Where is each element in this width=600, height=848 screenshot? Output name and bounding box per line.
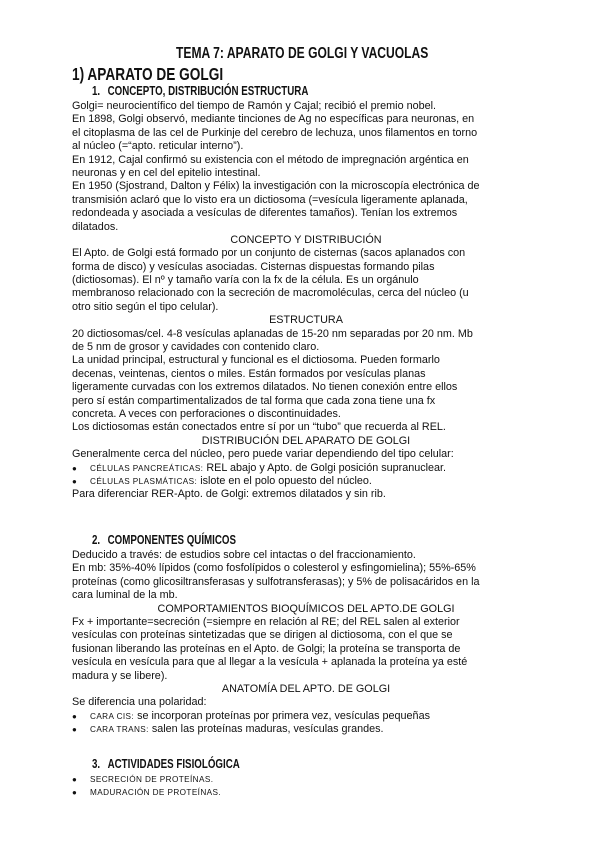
centered-heading-comportamientos: COMPORTAMIENTOS BIOQUÍMICOS DEL APTO.DE GOLGI: [157, 602, 455, 615]
text-line: La unidad principal, estructural y funcional es el dictiosoma. Pueden formarlo: [72, 354, 440, 367]
text-line: En 1898, Golgi observó, mediante tinciones de Ag no específicas para neuronas, en: [72, 113, 475, 126]
text-line: decenas, veintenas, cientos o miles. Están formados por vesículas planas: [72, 367, 426, 380]
text-line: vesícula en vesícula para que al llegar a la vesícula + aplanada la proteína ya esté: [72, 656, 468, 669]
text-line: madura y se libere).: [72, 669, 168, 682]
centered-heading-concepto: CONCEPTO Y DISTRIBUCIÓN: [230, 233, 382, 246]
centered-heading-distribucion: DISTRIBUCIÓN DEL APARATO DE GOLGI: [201, 434, 411, 447]
list-item: ● CARA CIS: se incorporan proteínas por primera vez, vesículas pequeñas: [72, 710, 540, 723]
text-line: otro sitio según el tipo celular).: [72, 300, 219, 313]
text-line: fusionan liberando las proteínas en el Apto. de Golgi; la proteína se transporta de: [72, 642, 461, 655]
text-line: dilatados.: [72, 220, 119, 233]
text-line: Los dictiosomas están conectados entre sí por un “tubo” que recuerda al REL.: [72, 421, 446, 434]
actividades-list: [72, 773, 540, 800]
text-line: El Apto. de Golgi está formado por un conjunto de cisternas (sacos aplanados con: [72, 247, 466, 260]
text-line: concreta. A veces con perforaciones o discontinuidades.: [72, 407, 341, 420]
text-line: forma de disco) y vesículas asociadas. Cisternas dispuestas formando pilas: [72, 260, 435, 273]
centered-heading-estructura: ESTRUCTURA: [269, 314, 343, 327]
text-line: En mb: 35%-40% lípidos (como fosfolípidos o colesterol y esfingomielina); 55%-65%: [72, 562, 476, 575]
list-item: ● CÉLULAS PANCREÁTICAS: REL abajo y Apto. de Golgi posición supranuclear.: [72, 462, 540, 475]
subheading-componentes: 2. COMPONENTES QUÍMICOS: [92, 533, 236, 547]
text-line: al núcleo (=“apto. reticular interno”).: [72, 140, 244, 153]
section-heading-golgi: 1) APARATO DE GOLGI: [72, 64, 224, 84]
list-item: ● MADURACIÓN DE PROTEÍNAS.: [72, 786, 540, 799]
text-line: Deducido a través: de estudios sobre cel intactas o del fraccionamiento.: [72, 549, 416, 561]
text-line: pero sí están compartimentalizados de tal forma que cada zona tiene una fx: [72, 394, 436, 407]
text-line: (dictiosomas). El nº y tamaño varía con la fx de la célula. Es un orgánulo: [72, 274, 419, 287]
text-line: Golgi= neurocientífico del tiempo de Ramón y Cajal; recibió el premio nobel.: [72, 100, 436, 112]
list-item: ● CARA TRANS: salen las proteínas maduras, vesículas grandes.: [72, 723, 540, 736]
subheading-concepto: 1. CONCEPTO, DISTRIBUCIÓN ESTRUCTURA: [92, 84, 309, 98]
text-line: vesículas con proteínas sintetizadas que se dirigen al dictiosoma, con el que se: [72, 629, 453, 642]
centered-heading-anatomia: ANATOMÍA DEL APTO. DE GOLGI: [221, 682, 391, 695]
text-line: de 5 nm de grosor y cavidades con contenido claro.: [72, 341, 320, 354]
text-line: transmisión aclaró que lo visto era un dictiosoma (=vesícula ligeramente aplanada,: [72, 193, 468, 206]
subheading-actividades: 3. ACTIVIDADES FISIOLÓGICA: [92, 757, 240, 771]
document-title: TEMA 7: APARATO DE GOLGI Y VACUOLAS: [176, 45, 429, 62]
text-line: Para diferenciar RER-Apto. de Golgi: extremos dilatados y sin rib.: [72, 488, 386, 501]
text-line: membranoso relacionado con la secreción de macromoléculas, cerca del núcleo (u: [72, 287, 469, 300]
text-line: Generalmente cerca del núcleo, pero puede variar dependiendo del tipo celular:: [72, 448, 454, 461]
text-line: cara luminal de la mb.: [72, 589, 178, 602]
text-line: proteínas (como glicosiltransferasas y sulfotransferasas); y 5% de polisacáridos en la: [72, 575, 480, 588]
text-line: neuronas y en cel del epitelio intestinal.: [72, 166, 261, 179]
text-line: Fx + importante=secreción (=siempre en relación al RE; del REL salen al exterior: [72, 615, 460, 628]
text-line: el citoplasma de las cel de Purkinje del cerebro de lechuza, unos filamentos en torno: [72, 126, 478, 139]
text-line: 20 dictiosomas/cel. 4-8 vesículas aplanadas de 15-20 nm separadas por 20 nm. Mb: [72, 327, 473, 340]
concepto-text-block: [72, 100, 540, 502]
text-line: En 1950 (Sjostrand, Dalton y Félix) la investigación con la microscopía electrónica de: [72, 180, 480, 193]
text-line: ligeramente curvadas con los extremos dilatados. No tienen conexión entre ellos: [72, 381, 458, 394]
list-item: ● CÉLULAS PLASMÁTICAS: islote en el polo opuesto del núcleo.: [72, 475, 540, 488]
text-line: Se diferencia una polaridad:: [72, 696, 207, 709]
componentes-text-block: [72, 549, 540, 736]
text-line: redondeada y asociada a vesículas de diferentes tamaños). Tenían los extremos: [72, 207, 458, 220]
list-item: ● SECRECIÓN DE PROTEÍNAS.: [72, 773, 540, 786]
text-line: En 1912, Cajal confirmó su existencia con el método de impregnación argéntica en: [72, 153, 469, 166]
